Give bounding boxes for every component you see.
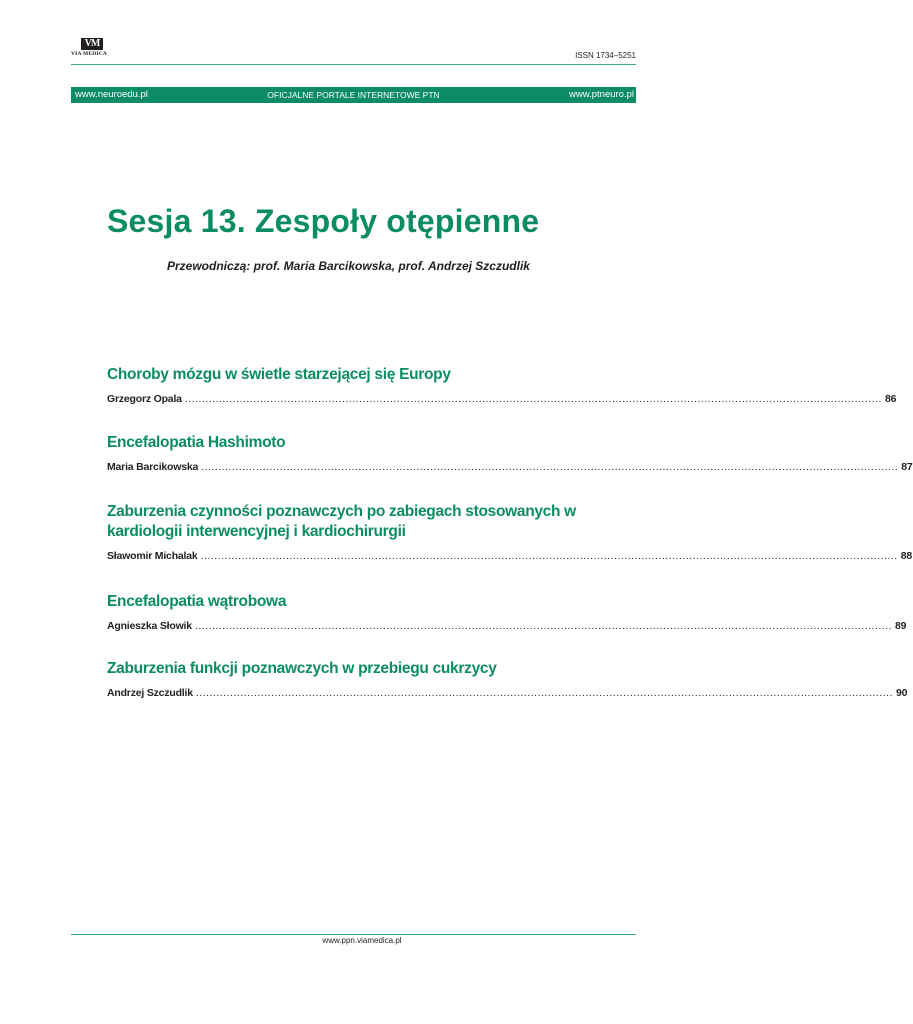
toc-entry[interactable] xyxy=(107,433,913,473)
toc-entry-page: 87 xyxy=(901,461,913,473)
toc-entry-author: Agnieszka Słowik xyxy=(107,620,192,632)
toc-entry-page: 86 xyxy=(884,393,897,405)
toc-entry-page: 88 xyxy=(900,550,912,562)
toc-entry-line xyxy=(107,687,908,699)
issn-label: ISSN 1734–5251 xyxy=(575,51,636,60)
toc-entry-title[interactable]: Zaburzenia funkcji poznawczych w przebiegu cukrzycy xyxy=(107,660,497,677)
via-medica-logo xyxy=(71,38,115,60)
toc-entry-line xyxy=(107,550,912,562)
portal-band-caption: OFICJALNE PORTALE INTERNETOWE PTN xyxy=(267,89,440,100)
toc-entry-title[interactable]: Encefalopatia wątrobowa xyxy=(107,593,287,610)
toc-entry-title[interactable]: Encefalopatia Hashimoto xyxy=(107,434,286,451)
logo-mark: VM xyxy=(81,38,103,50)
toc-entry-page: 89 xyxy=(895,620,907,632)
footer-url[interactable]: www.ppn.viamedica.pl xyxy=(322,936,402,945)
toc-entry-line xyxy=(107,620,907,632)
toc-entry[interactable] xyxy=(107,365,897,405)
toc-entry[interactable] xyxy=(107,592,907,632)
ptneuro-link[interactable]: www.ptneuro.pl xyxy=(569,89,634,100)
toc-entry[interactable] xyxy=(107,502,912,562)
logo-text: VIA MEDICA xyxy=(71,51,108,57)
toc-entry-author: Sławomir Michalak xyxy=(107,550,198,562)
toc-entry-author: Andrzej Szczudlik xyxy=(107,687,193,699)
bottom-divider xyxy=(71,934,636,935)
toc-entry-page: 90 xyxy=(896,687,908,699)
portal-band xyxy=(71,87,636,103)
session-title: Sesja 13. Zespoły otępienne xyxy=(107,203,540,239)
dot-leader: ............................................................................................................................................................................................................ xyxy=(184,393,882,405)
toc-entry-line xyxy=(107,393,897,405)
neuroedu-link[interactable]: www.neuroedu.pl xyxy=(75,89,148,100)
toc-entry-title[interactable]: Zaburzenia czynności poznawczych po zabiegach stosowanych w kardiologii interwencyjnej i kardiochirurgii xyxy=(107,503,576,540)
dot-leader: ............................................................................................................................................................................................................ xyxy=(200,550,898,562)
toc-entry-author: Maria Barcikowska xyxy=(107,461,199,473)
dot-leader: ............................................................................................................................................................................................................ xyxy=(194,620,893,632)
toc-entry-line xyxy=(107,461,913,473)
toc-entry-author: Grzegorz Opala xyxy=(107,393,182,405)
toc-entry-title[interactable]: Choroby mózgu w świetle starzejącej się Europy xyxy=(107,366,451,383)
toc-entry[interactable] xyxy=(107,659,908,699)
top-divider xyxy=(71,64,636,65)
session-chairs: Przewodniczą: prof. Maria Barcikowska, prof. Andrzej Szczudlik xyxy=(167,259,530,273)
dot-leader: ............................................................................................................................................................................................................ xyxy=(201,461,899,473)
dot-leader: ............................................................................................................................................................................................................ xyxy=(195,687,893,699)
